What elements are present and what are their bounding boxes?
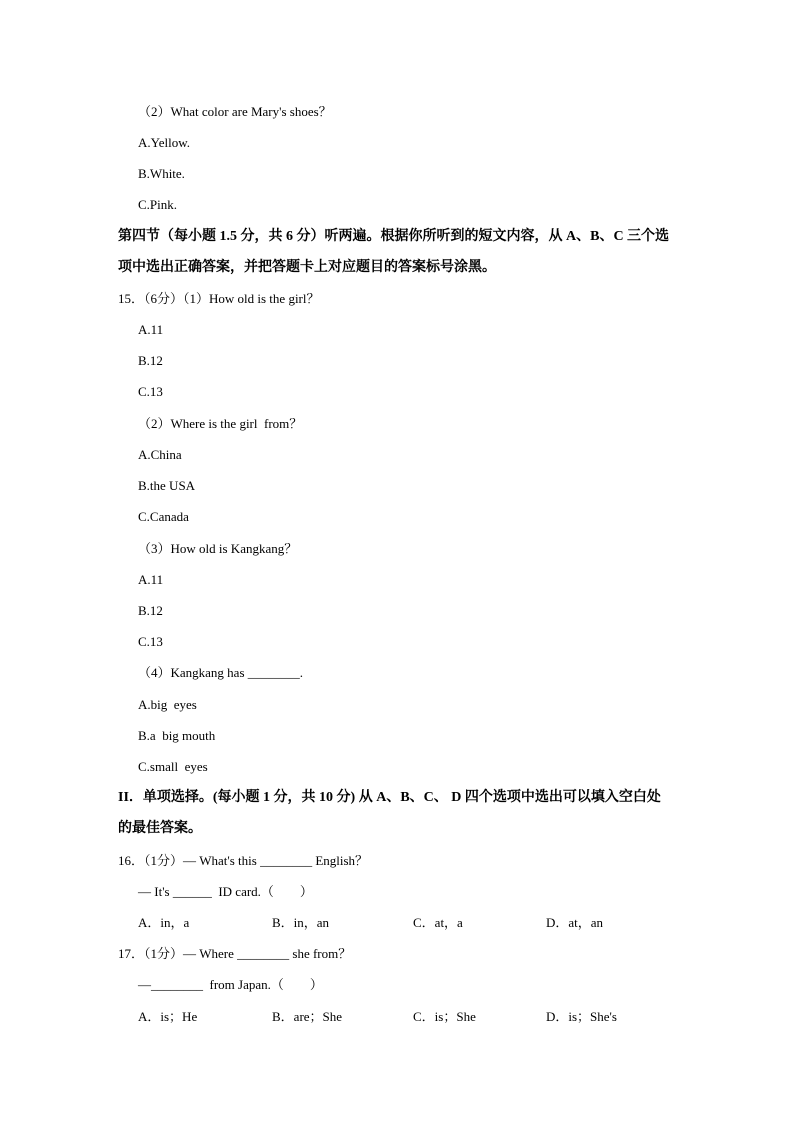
q17-option-a: A．is；He [138,1009,198,1024]
q16-line2: — It's ______ ID card.（ ） [138,884,313,899]
q15-2-option-c: C.Canada [138,509,189,524]
q17-line2: —________ from Japan.（ ） [138,977,323,992]
q16-stem: 16．（1分）— What's this ________ English？ [118,853,369,868]
q15-4-option-b: B.a big mouth [138,728,216,743]
q14-2-option-a: A.Yellow. [138,135,191,150]
section4-heading-line2: 项中选出正确答案，并把答题卡上对应题目的答案标号涂黑。 [118,260,496,275]
q16-option-c: C．at，a [413,915,463,930]
q15-1-option-b: B.12 [138,353,163,368]
q15-1-option-c: C.13 [138,384,163,399]
section4-heading-line1: 第四节（每小题 1.5 分，共 6 分）听两遍。根据你所听到的短文内容，从 A、B、C 三个选 [118,229,670,244]
q14-2-option-c: C.Pink. [138,197,178,212]
q15-3-stem: （3）How old is Kangkang？ [138,541,298,556]
q17-stem: 17．（1分）— Where ________ she from？ [118,946,352,961]
q15-3-option-a: A.11 [138,572,164,587]
q15-stem: 15．（6分）（1）How old is the girl？ [118,291,320,306]
q14-2-stem: （2）What color are Mary's shoes？ [138,104,332,119]
q15-4-stem: （4）Kangkang has ________. [138,665,304,680]
q15-4-option-a: A.big eyes [138,697,197,712]
q17-option-c: C．is；She [413,1009,476,1024]
q17-option-d: D．is；She's [546,1009,617,1024]
section2-heading-line2: 的最佳答案。 [118,821,202,836]
q16-option-b: B．in，an [272,915,330,930]
section2-heading-line1: II．单项选择。(每小题 1 分，共 10 分) 从 A、B、C、 D 四个选项中选出可以填入空白处 [118,790,661,805]
q15-2-stem: （2）Where is the girl from？ [138,416,303,431]
q15-2-option-a: A.China [138,447,182,462]
q15-2-option-b: B.the USA [138,478,196,493]
q14-2-option-b: B.White. [138,166,185,181]
q15-3-option-c: C.13 [138,634,163,649]
q15-3-option-b: B.12 [138,603,163,618]
q15-4-option-c: C.small eyes [138,759,208,774]
q16-option-a: A．in，a [138,915,190,930]
q16-option-d: D．at，an [546,915,604,930]
q17-option-b: B．are；She [272,1009,343,1024]
q15-1-option-a: A.11 [138,322,164,337]
